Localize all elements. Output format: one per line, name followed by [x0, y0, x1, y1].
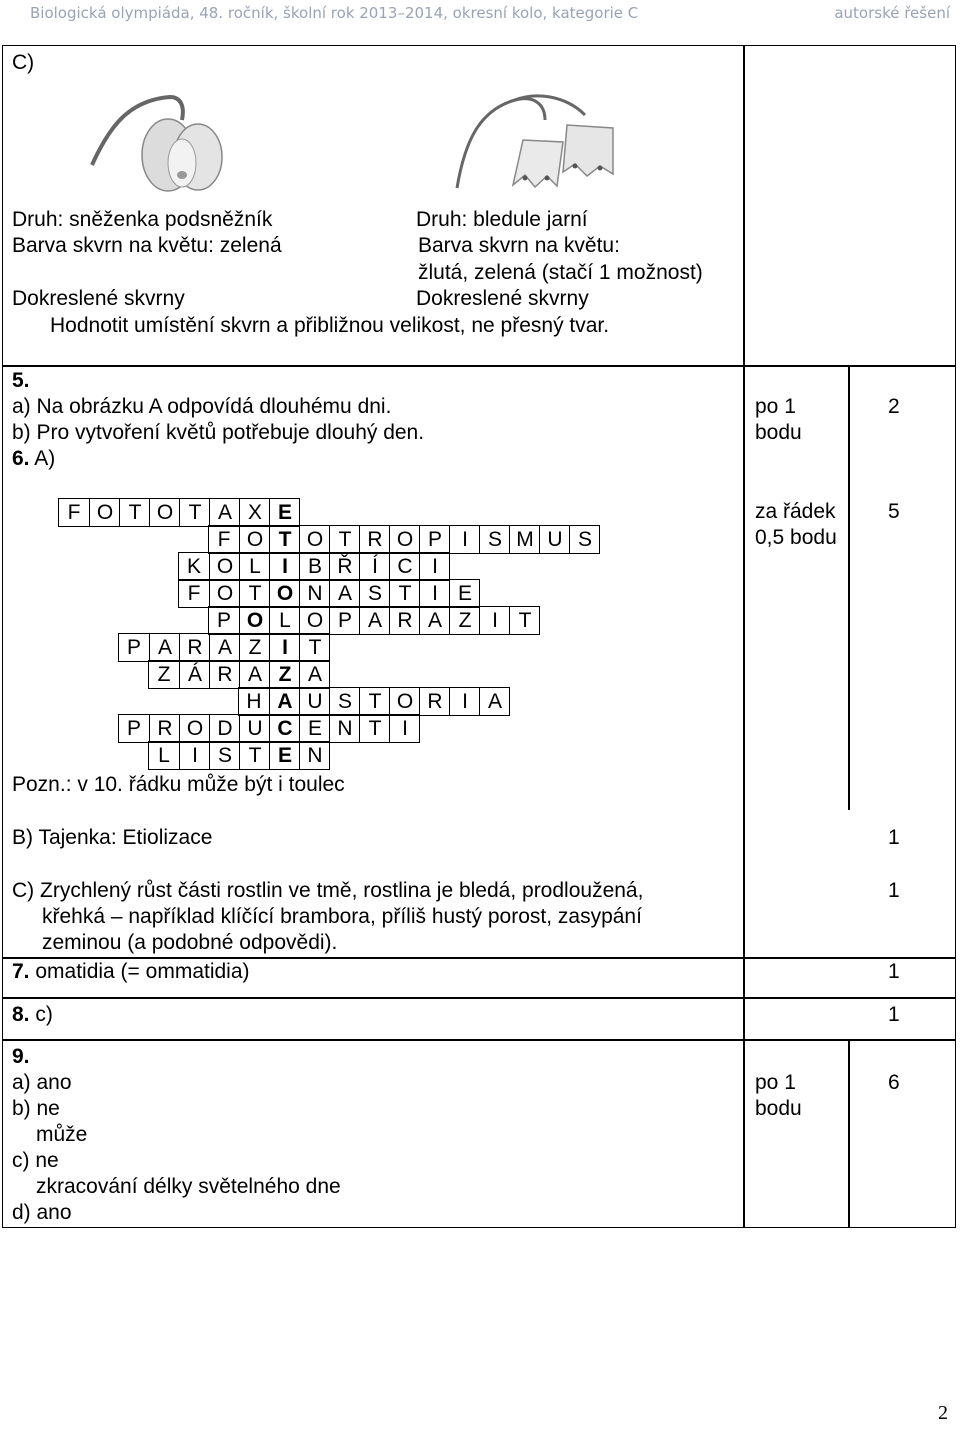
- crossword-cell: N: [299, 580, 330, 607]
- crossword-row: [208, 525, 600, 554]
- q6-answer-b: B) Tajenka: Etiolizace: [12, 826, 213, 849]
- q6-answer-c-line-2: křehká – například klíčící brambora, příliš hustý porost, zasypání: [42, 905, 642, 928]
- q6-score-note-2: 0,5 bodu: [755, 526, 837, 549]
- column-divider-2: [848, 365, 850, 810]
- crossword-cell: L: [158, 744, 170, 767]
- q5-points: 2: [888, 395, 900, 418]
- crossword-cell: N: [299, 742, 330, 769]
- crossword-cell: I: [419, 553, 450, 580]
- crossword-cell: P: [329, 607, 360, 634]
- crossword-cell: T: [509, 607, 540, 634]
- crossword-cell: T: [329, 526, 360, 553]
- crossword-cell: U: [539, 526, 570, 553]
- page-header: [0, 0, 960, 30]
- q9-number: 9.: [12, 1045, 30, 1068]
- crossword-key-cell: I: [269, 634, 300, 661]
- q8-answer: c): [29, 1003, 53, 1026]
- crossword-cell: S: [209, 742, 240, 769]
- crossword-row: [58, 498, 300, 527]
- crossword-cell: Á: [179, 661, 210, 688]
- crossword-cell: O: [299, 607, 330, 634]
- crossword-key-cell: A: [269, 688, 300, 715]
- crossword-cell: P: [216, 609, 231, 632]
- crossword-cell: I: [449, 526, 480, 553]
- crossword-cell: F: [217, 528, 231, 551]
- q6-b-points: 1: [888, 826, 900, 849]
- crossword-cell: A: [209, 499, 240, 526]
- q6-c-points: 1: [888, 879, 900, 902]
- crossword-cell: T: [179, 499, 210, 526]
- crossword-cell: D: [209, 715, 240, 742]
- q5-answer-a: a) Na obrázku A odpovídá dlouhému dni.: [12, 395, 392, 418]
- column-divider-1: [743, 45, 745, 1228]
- crossword-cell: O: [209, 553, 240, 580]
- header-left: Biologická olympiáda, 48. ročník, školní rok 2013–2014, okresní kolo, kategorie C: [30, 4, 639, 22]
- crossword-cell: T: [239, 580, 270, 607]
- crossword-key-cell: O: [269, 580, 300, 607]
- q5-score-note-2: bodu: [755, 421, 802, 444]
- crossword-cell: A: [479, 688, 510, 715]
- crossword-cell: O: [179, 715, 210, 742]
- crossword-cell: H: [246, 690, 262, 713]
- crossword-cell: O: [389, 526, 420, 553]
- crossword-cell: X: [239, 499, 270, 526]
- crossword-cell: S: [329, 688, 360, 715]
- crossword-cell: I: [479, 607, 510, 634]
- q5-answer-b: b) Pro vytvoření květů potřebuje dlouhý den.: [12, 421, 425, 444]
- crossword-cell: I: [449, 688, 480, 715]
- crossword-cell: Í: [359, 553, 390, 580]
- crossword-cell: R: [209, 661, 240, 688]
- crossword-cell: I: [179, 742, 210, 769]
- drawn-spots-right: Dokreslené skvrny: [416, 287, 589, 310]
- crossword-cell: I: [389, 715, 420, 742]
- crossword-cell: T: [389, 580, 420, 607]
- q9-line-d: d) ano: [12, 1201, 72, 1224]
- species-right: Druh: bledule jarní: [416, 208, 588, 231]
- crossword-cell: P: [126, 636, 141, 659]
- header-right: autorské řešení: [834, 4, 950, 22]
- crossword-cell: A: [299, 661, 330, 688]
- crossword-cell: O: [389, 688, 420, 715]
- q8-points: 1: [888, 1003, 900, 1026]
- crossword-cell: U: [299, 688, 330, 715]
- crossword-row: [148, 660, 330, 689]
- crossword-cell: E: [449, 580, 480, 607]
- crossword-cell: I: [419, 580, 450, 607]
- crossword-cell: F: [67, 501, 81, 524]
- column-divider-2b: [848, 1040, 850, 1228]
- q7-number: 7.: [12, 960, 30, 983]
- q5-number: 5.: [12, 369, 30, 392]
- row-divider-4: [2, 1039, 956, 1041]
- q6-answer-c-line-3: zeminou (a podobné odpovědi).: [42, 931, 338, 954]
- q7-answer: omatidia (= ommatidia): [29, 960, 250, 983]
- q9-score-note-1: po 1: [755, 1071, 796, 1094]
- crossword-cell: E: [299, 715, 330, 742]
- crossword-cell: O: [149, 499, 180, 526]
- q7-points: 1: [888, 960, 900, 983]
- crossword-cell: U: [239, 715, 270, 742]
- crossword-key-cell: O: [239, 607, 270, 634]
- crossword-cell: S: [359, 580, 390, 607]
- snowflake-flower-image: [455, 90, 635, 195]
- crossword-cell: S: [569, 526, 600, 553]
- crossword-cell: A: [149, 634, 180, 661]
- crossword-row: [118, 633, 330, 662]
- q6-part-a-label: A): [29, 447, 56, 470]
- crossword-cell: K: [186, 555, 201, 578]
- q9-points: 6: [888, 1071, 900, 1094]
- q9-line-c-detail: zkracování délky světelného dne: [36, 1175, 341, 1198]
- q6-score-note-1: za řádek: [755, 500, 836, 523]
- q9-line-b-detail: může: [36, 1123, 88, 1146]
- crossword-cell: T: [239, 742, 270, 769]
- q6-number: 6.: [12, 447, 30, 470]
- q5-score-note-1: po 1: [755, 395, 796, 418]
- page-number: 2: [938, 1402, 948, 1424]
- crossword-key-cell: E: [269, 742, 300, 769]
- crossword-cell: A: [239, 661, 270, 688]
- crossword-cell: R: [419, 688, 450, 715]
- crossword-cell: L: [239, 553, 270, 580]
- crossword-cell: O: [209, 580, 240, 607]
- species-left: Druh: sněženka podsněžník: [12, 208, 273, 231]
- crossword-cell: R: [149, 715, 180, 742]
- crossword-cell: O: [239, 526, 270, 553]
- crossword-cell: T: [359, 688, 390, 715]
- row-divider-1: [2, 365, 956, 367]
- crossword-cell: Z: [157, 663, 171, 686]
- crossword-cell: S: [479, 526, 510, 553]
- crossword-row: [208, 606, 540, 635]
- crossword-cell: A: [359, 607, 390, 634]
- crossword-key-cell: E: [269, 499, 300, 526]
- spot-color-right-values: žlutá, zelená (stačí 1 možnost): [418, 261, 703, 284]
- crossword-cell: B: [299, 553, 330, 580]
- crossword-cell: R: [179, 634, 210, 661]
- spot-color-right: Barva skvrn na květu:: [418, 234, 620, 257]
- crossword-cell: P: [419, 526, 450, 553]
- crossword-cell: C: [389, 553, 420, 580]
- q6-answer-c-line-1: C) Zrychlený růst části rostlin ve tmě, rostlina je bledá, prodloužená,: [12, 879, 644, 902]
- spot-color-left: Barva skvrn na květu: zelená: [12, 234, 282, 257]
- crossword-cell: Z: [449, 607, 480, 634]
- q9-line-c: c) ne: [12, 1149, 59, 1172]
- evaluation-note: Hodnotit umístění skvrn a přibližnou velikost, ne přesný tvar.: [50, 314, 610, 337]
- row-divider-3: [2, 997, 956, 999]
- snowdrop-flower-image: [90, 95, 240, 195]
- crossword-cell: Z: [239, 634, 270, 661]
- crossword-key-cell: I: [269, 553, 300, 580]
- crossword-cell: P: [126, 717, 141, 740]
- q8-number: 8.: [12, 1003, 30, 1026]
- q6-points: 5: [888, 500, 900, 523]
- crossword-cell: T: [119, 499, 150, 526]
- crossword-cell: R: [389, 607, 420, 634]
- crossword-row: [178, 552, 450, 581]
- crossword-cell: F: [187, 582, 201, 605]
- crossword-cell: T: [359, 715, 390, 742]
- section-c-label: C): [12, 51, 35, 74]
- crossword-cell: R: [359, 526, 390, 553]
- crossword-note: Pozn.: v 10. řádku může být i toulec: [12, 773, 345, 796]
- crossword-cell: A: [419, 607, 450, 634]
- crossword-row: [238, 687, 510, 716]
- crossword-cell: L: [269, 607, 300, 634]
- crossword-key-cell: T: [269, 526, 300, 553]
- crossword-key-cell: Z: [269, 661, 300, 688]
- q9-line-b: b) ne: [12, 1097, 60, 1120]
- crossword-cell: N: [329, 715, 360, 742]
- crossword-row: [118, 714, 420, 743]
- crossword-cell: A: [209, 634, 240, 661]
- crossword-key-cell: C: [269, 715, 300, 742]
- crossword-cell: Ř: [329, 553, 360, 580]
- crossword-cell: A: [329, 580, 360, 607]
- crossword-row: [148, 741, 330, 770]
- crossword-cell: M: [509, 526, 540, 553]
- q9-score-note-2: bodu: [755, 1097, 802, 1120]
- crossword-cell: T: [299, 634, 330, 661]
- crossword-cell: O: [299, 526, 330, 553]
- crossword-row: [178, 579, 480, 608]
- q9-line-a: a) ano: [12, 1071, 72, 1094]
- drawn-spots-left: Dokreslené skvrny: [12, 287, 185, 310]
- crossword-cell: O: [89, 499, 120, 526]
